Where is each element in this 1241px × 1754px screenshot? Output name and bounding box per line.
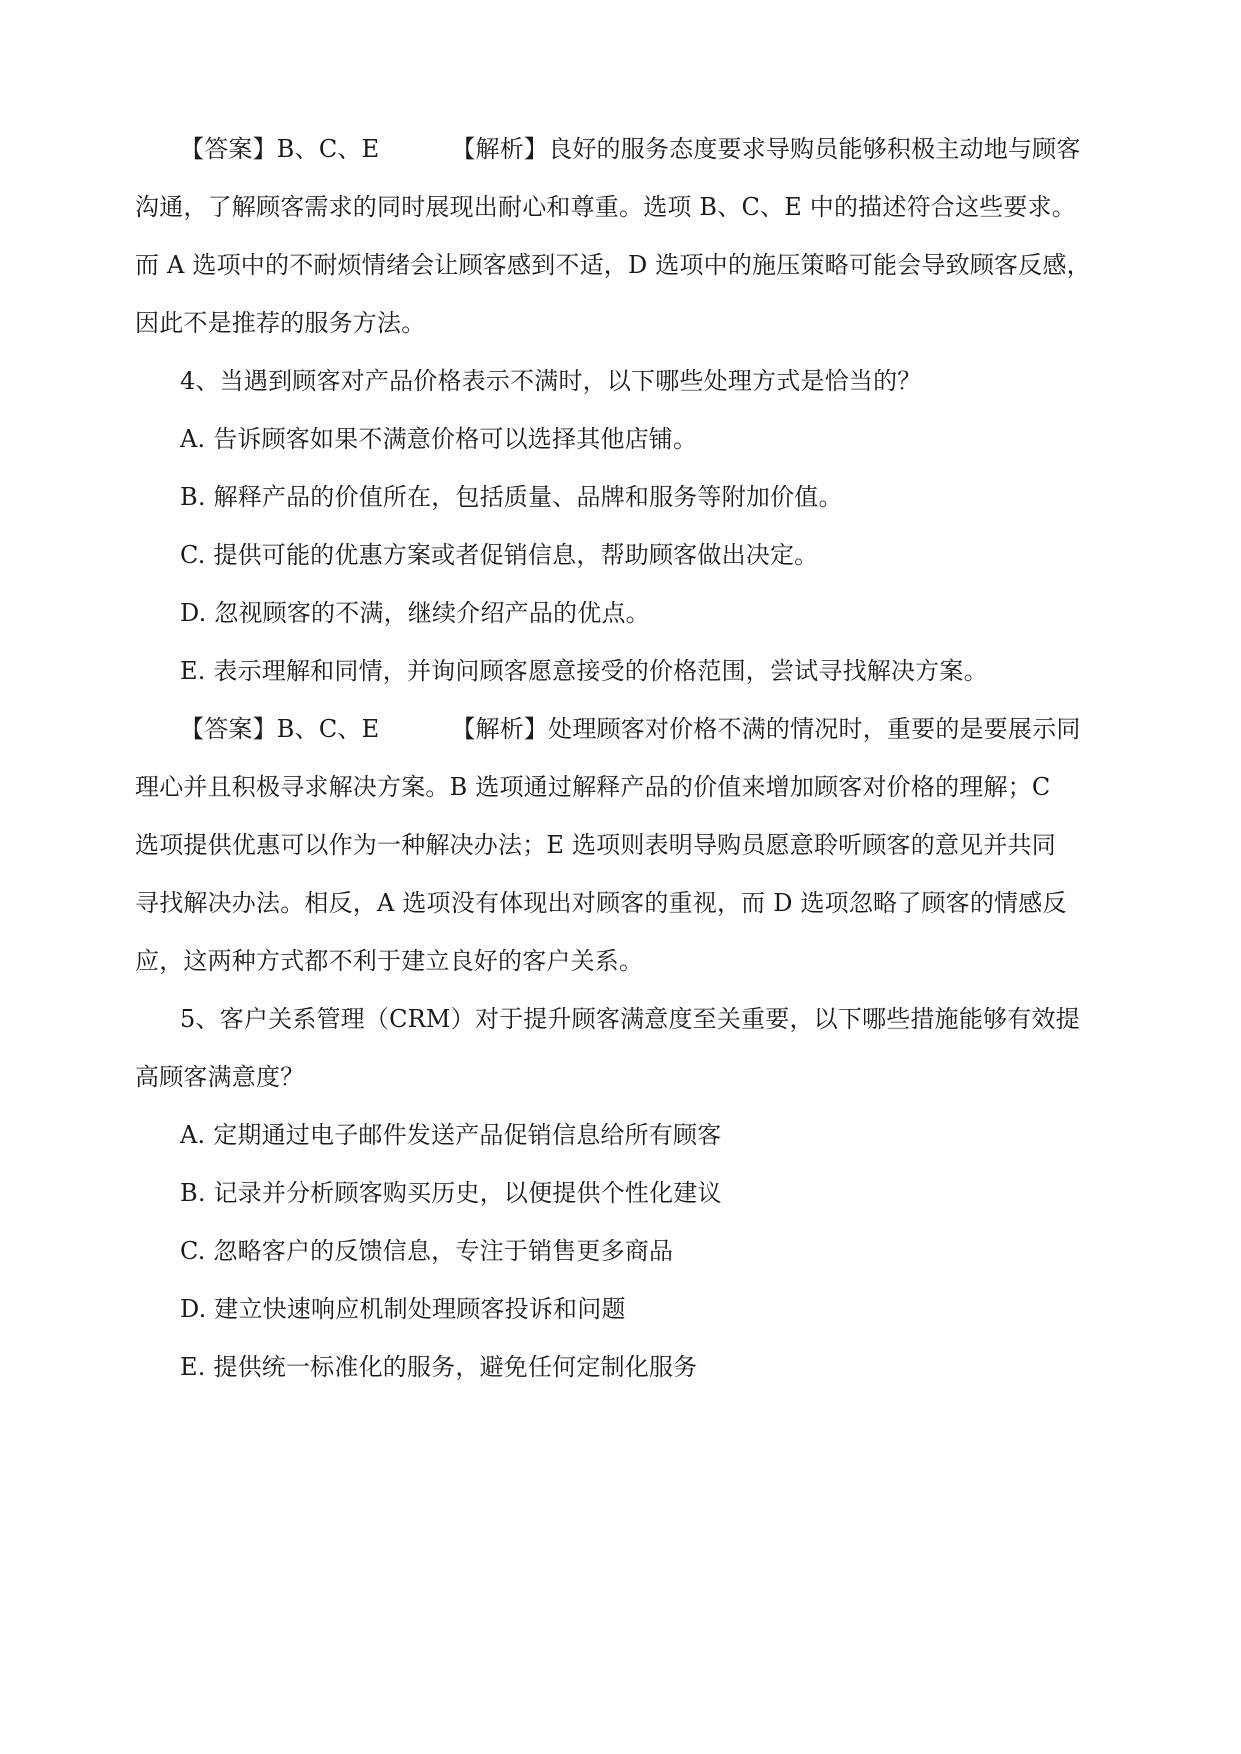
q4-explanation-line-4: 寻找解决办法。相反，A 选项没有体现出对顾客的重视，而 D 选项忽略了顾客的情感反 [135, 889, 1067, 917]
q4-answer-label: 【答案】B、C、E [180, 715, 380, 743]
q3-explanation-line-4: 因此不是推荐的服务方法。 [135, 309, 426, 337]
q3-answer-line [180, 132, 1081, 166]
q4-explanation-line-2: 理心并且积极寻求解决方案。B 选项通过解释产品的价值来增加顾客对价格的理解；C [135, 773, 1051, 801]
q5-stem-line-1: 5、客户关系管理（CRM）对于提升顾客满意度至关重要，以下哪些措施能够有效提 [180, 1005, 1080, 1033]
q4-option-a: A. 告诉顾客如果不满意价格可以选择其他店铺。 [180, 425, 698, 453]
q4-option-e: E. 表示理解和同情，并询问顾客愿意接受的价格范围，尝试寻找解决方案。 [180, 657, 988, 685]
q5-option-a: A. 定期通过电子邮件发送产品促销信息给所有顾客 [180, 1121, 722, 1149]
q5-option-b: B. 记录并分析顾客购买历史，以便提供个性化建议 [180, 1179, 722, 1207]
q4-option-b: B. 解释产品的价值所在，包括质量、品牌和服务等附加价值。 [180, 483, 843, 511]
q5-stem-line-2: 高顾客满意度？ [135, 1063, 305, 1091]
q3-explanation-line-2: 沟通，了解顾客需求的同时展现出耐心和尊重。选项 B、C、E 中的描述符合这些要求。 [135, 193, 1076, 221]
q5-option-c: C. 忽略客户的反馈信息，专注于销售更多商品 [180, 1237, 674, 1265]
q4-explanation-line-1: 【解析】处理顾客对价格不满的情况时，重要的是要展示同 [451, 715, 1081, 743]
q5-option-d: D. 建立快速响应机制处理顾客投诉和问题 [180, 1295, 626, 1323]
q4-explanation-line-5: 应，这两种方式都不利于建立良好的客户关系。 [135, 947, 644, 975]
q3-answer-label: 【答案】B、C、E [180, 135, 380, 163]
q4-option-c: C. 提供可能的优惠方案或者促销信息，帮助顾客做出决定。 [180, 541, 819, 569]
q4-answer-line [180, 712, 1081, 746]
q3-explanation-line-1: 【解析】良好的服务态度要求导购员能够积极主动地与顾客 [451, 135, 1081, 163]
q4-option-d: D. 忽视顾客的不满，继续介绍产品的优点。 [180, 599, 650, 627]
q3-explanation-line-3: 而 A 选项中的不耐烦情绪会让顾客感到不适，D 选项中的施压策略可能会导致顾客反感， [135, 251, 1091, 279]
q4-explanation-line-3: 选项提供优惠可以作为一种解决办法；E 选项则表明导购员愿意聆听顾客的意见并共同 [135, 831, 1056, 859]
q4-stem: 4、当遇到顾客对产品价格表示不满时，以下哪些处理方式是恰当的？ [180, 367, 922, 395]
q5-option-e: E. 提供统一标准化的服务，避免任何定制化服务 [180, 1353, 698, 1381]
